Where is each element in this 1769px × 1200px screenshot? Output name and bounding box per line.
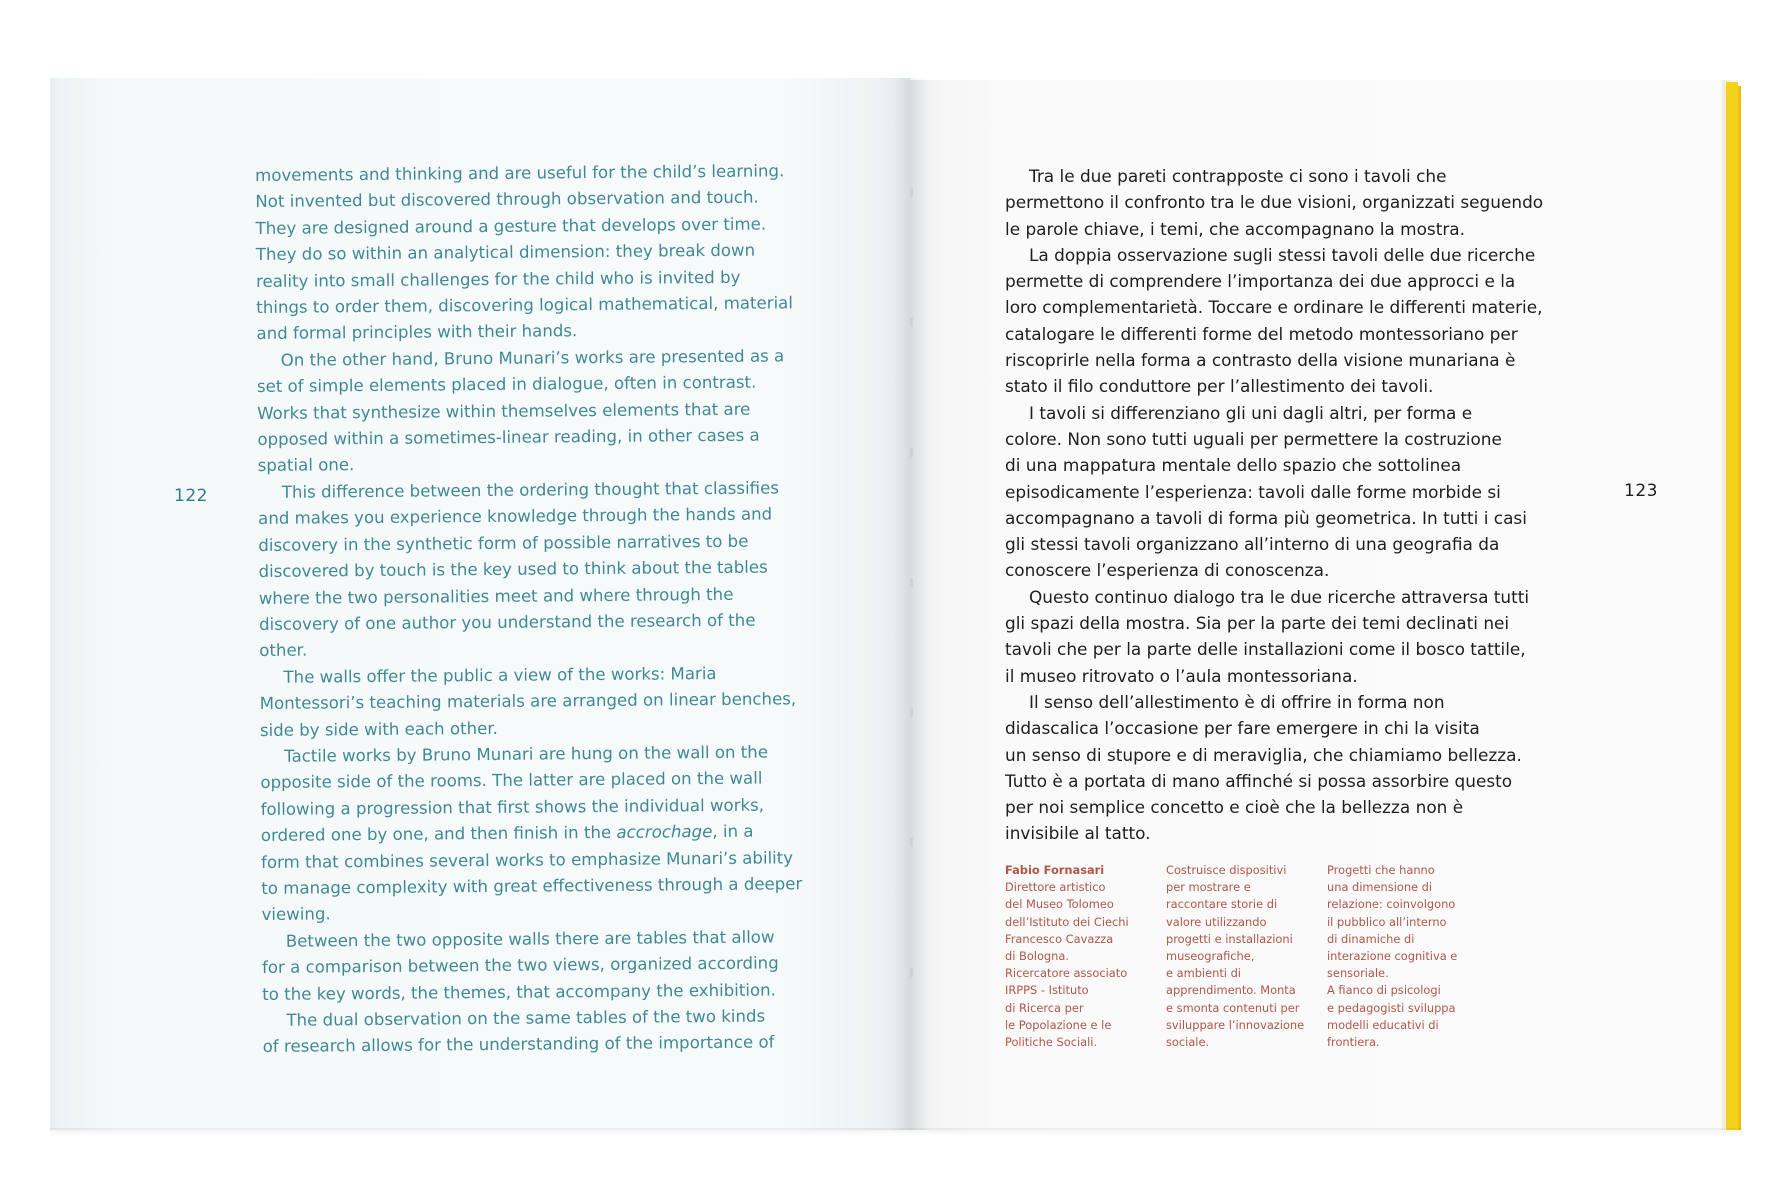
- paragraph: Tutto è a portata di mano affinché si possa assorbire questo per noi semplice concetto e cioè che la bellezza non è invisibile al tatto.: [1005, 770, 1513, 844]
- page-margin-mark: [910, 708, 913, 717]
- italic-term: accrochage: [616, 822, 713, 843]
- paragraph: Between the two opposite walls there are tables that allow for a comparison between the two views, organized according to the key words, the themes, that accompany the exhibition.: [261, 927, 779, 1004]
- paragraph: Tactile works by Bruno Munari are hung on the wall on the opposite side of the rooms. The latter are placed on the wall following a progression that first shows the individual works, ordered one by one, and then finish in the accrochage, in a form that combines several works to emphasize Munari’s ability to manage complexity with great effectiveness through a deeper viewing.: [260, 742, 803, 925]
- author-credit-column-1: [1005, 862, 1165, 1051]
- left-page-edge: [50, 78, 64, 1130]
- left-body-text: [255, 158, 823, 1061]
- page-number-left: 122: [174, 486, 208, 506]
- page-margin-mark: [910, 968, 913, 977]
- book-bottom-shadow: [50, 1128, 1742, 1136]
- paragraph: The dual observation on the same tables of the two kinds of research allows for the understanding of the importance of: [262, 1006, 775, 1057]
- page-margin-mark: [910, 578, 913, 587]
- paragraph: Tra le due pareti contrapposte ci sono i tavoli che permettono il confronto tra le due visioni, organizzati seguendo le parole chiave, i temi, che accompagnano la mostra.: [1005, 166, 1544, 239]
- page-margin-mark: [910, 188, 913, 197]
- yellow-cover-edge: [1726, 82, 1738, 1130]
- paragraph: movements and thinking and are useful for the child’s learning. Not invented but discovered through observation and touch. They are designed around a gesture that develops over time. They do so within an analytical dimension: they break down reality into small challenges for the child who is invited by things to order them, discovering logical mathematical, material and formal principles with their hands.: [255, 161, 793, 344]
- paragraph: The walls offer the public a view of the works: Maria Montessori’s teaching materials are arranged on linear benches, side by side with each other.: [259, 663, 797, 740]
- page-margin-mark: [910, 838, 913, 847]
- author-bio: Direttore artistico del Museo Tolomeo dell’Istituto dei Ciechi Francesco Cavazza di Bologna. Ricercatore associato IRPPS - Istituto di Ricerca per le Popolazione e le Politiche Sociali.: [1005, 880, 1129, 1050]
- page-number-right: 123: [1624, 481, 1658, 501]
- page-margin-mark: [910, 318, 913, 327]
- yellow-cover-edge-outer: [1738, 86, 1741, 1130]
- paragraph: Il senso dell’allestimento è di offrire in forma non didascalica l’occasione per fare emergere in chi la visita un senso di stupore e di meraviglia, che chiamiamo bellezza.: [1005, 691, 1522, 765]
- page-margin-mark: [910, 448, 913, 457]
- paragraph: This difference between the ordering thought that classifies and makes you experience knowledge through the hands and discovery in the synthetic form of possible narratives to be discovered by touch is the key used to think about the tables where the two personalities meet and where through the discovery of one author you understand the research of the other.: [258, 478, 780, 661]
- right-body-text: [1005, 163, 1595, 847]
- author-credit-column-3: Progetti che hanno una dimensione di relazione: coinvolgono il pubblico all’interno di dinamiche di interazione cognitiva e sensoriale. A fianco di psicologi e pedagogisti sviluppa modelli educativi di frontiera.: [1327, 863, 1458, 1050]
- paragraph: Questo continuo dialogo tra le due ricerche attraversa tutti gli spazi della mostra. Sia per la parte dei temi declinati nei tavoli che per la parte delle installazioni come il bosco tattile, il museo ritrovato o l’aula montessoriana.: [1005, 586, 1530, 686]
- paragraph: On the other hand, Bruno Munari’s works are presented as a set of simple elements placed in dialogue, often in contrast. Works that synthesize within themselves elements that are opposed within a sometimes-linear reading, in other cases a spatial one.: [256, 346, 785, 476]
- author-name: Fabio Fornasari: [1005, 863, 1105, 877]
- paragraph: La doppia osservazione sugli stessi tavoli delle due ricerche permette di comprendere l’importanza dei due approcci e la loro complementarietà. Toccare e ordinare le differenti materie, catalogare le differenti forme del metodo montessoriano per riscoprirle nella forma a contrasto della visione munariana è stato il filo conduttore per l’allestimento dei tavoli.: [1005, 244, 1543, 397]
- author-credit-column-2: Costruisce dispositivi per mostrare e raccontare storie di valore utilizzando progetti e installazioni museografiche, e ambienti di apprendimento. Monta e smonta contenuti per sviluppare l’innovazione sociale.: [1166, 863, 1305, 1050]
- paragraph: I tavoli si differenziano gli uni dagli altri, per forma e colore. Non sono tutti uguali per permettere la costruzione di una mappatura mentale dello spazio che sottolinea episodicamente l’esperienza: tavoli dalle forme morbide si accompagnano a tavoli di forma più geometrica. In tutti i casi gli stessi tavoli organizzano all’interno di una geografia da conoscere l’esperienza di conoscenza.: [1005, 402, 1527, 581]
